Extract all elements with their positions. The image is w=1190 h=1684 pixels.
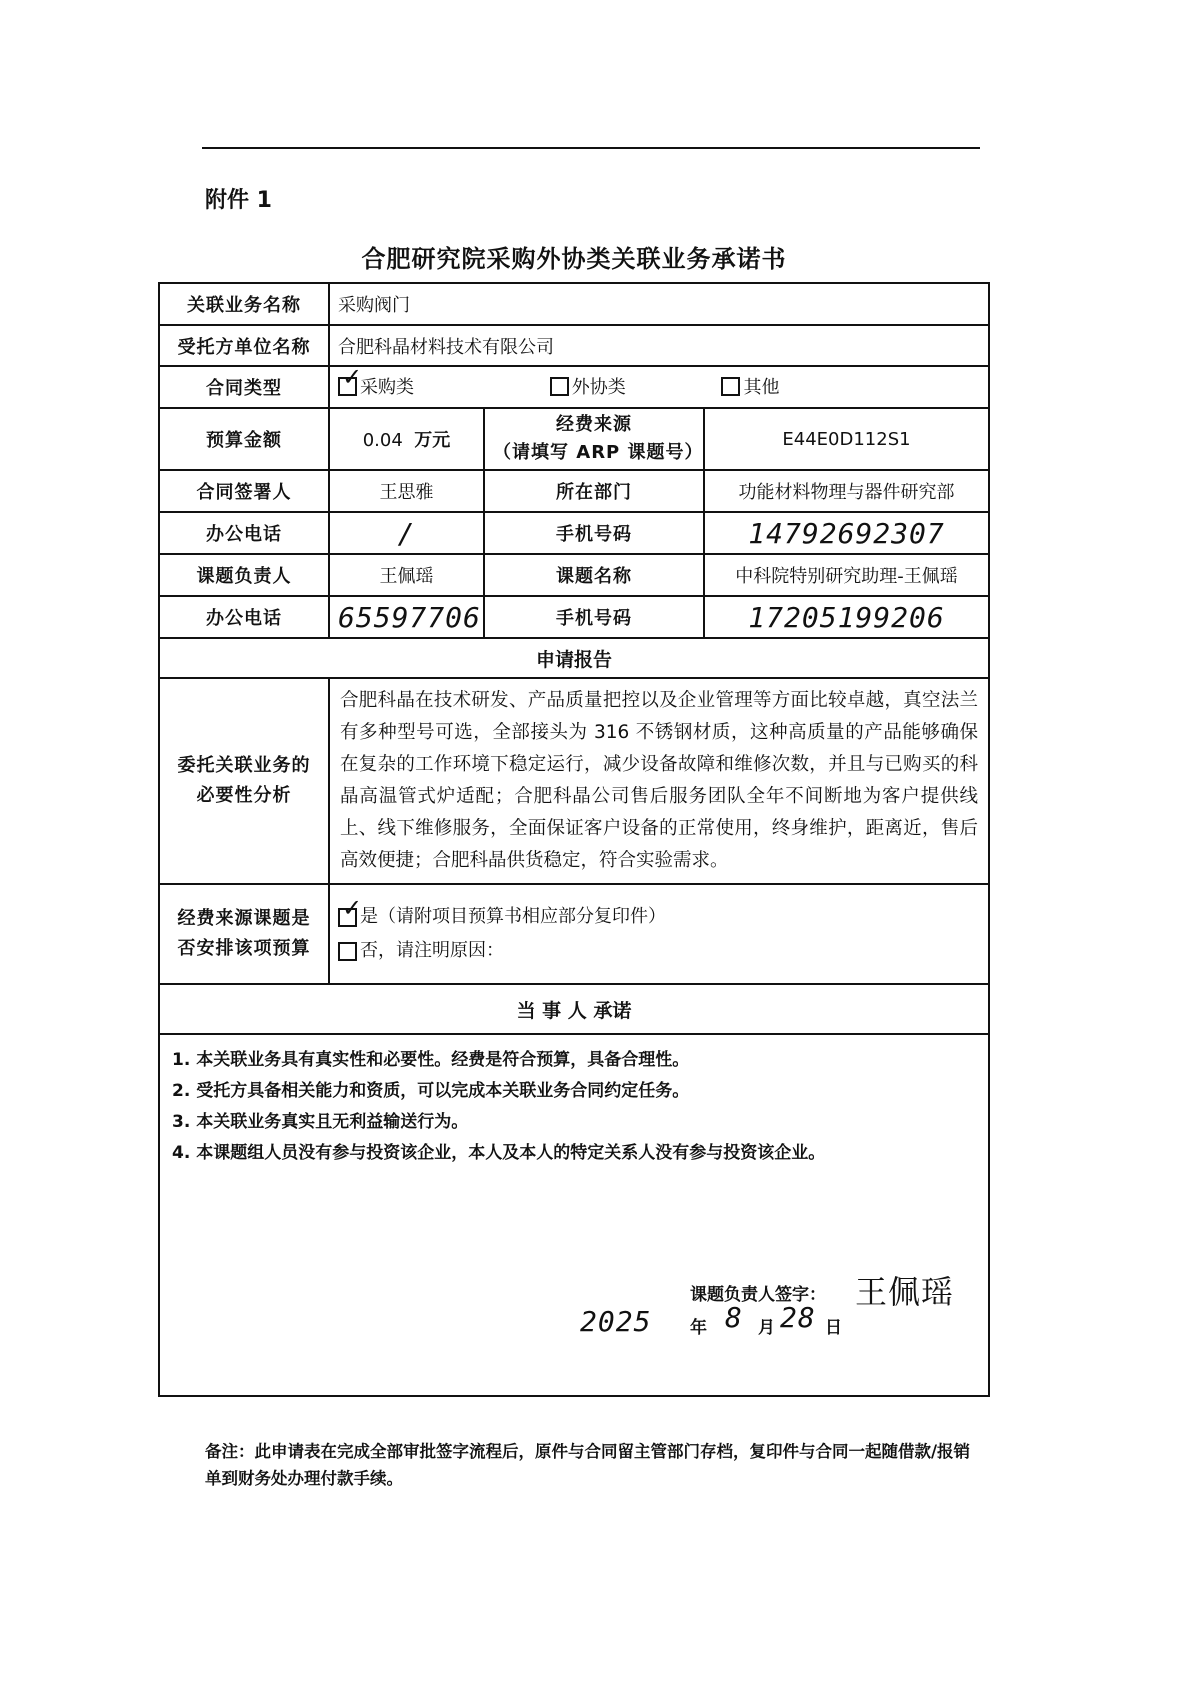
row-fund-arranged [159, 884, 989, 984]
leader-mobile-value: 17205199206 [704, 596, 989, 638]
department-value: 功能材料物理与器件研究部 [704, 470, 989, 512]
row-signer-phone [159, 512, 989, 554]
budget-unit: 万元 [414, 430, 451, 451]
footer-note: 备注：此申请表在完成全部审批签字流程后，原件与合同留主管部门存档，复印件与合同一起随借款/报销单到财务处办理付款手续。 [205, 1442, 971, 1488]
contract-type-option-purchase[interactable] [338, 362, 414, 399]
necessity-label: 委托关联业务的必要性分析 [159, 678, 329, 884]
commitment-form [158, 282, 990, 1397]
project-leader-label: 课题负责人 [159, 554, 329, 596]
contract-type-option-other[interactable] [721, 373, 779, 399]
department-label: 所在部门 [484, 470, 704, 512]
row-commitments [159, 1034, 989, 1396]
commitments-cell [159, 1034, 989, 1396]
report-section-heading: 申请报告 [159, 638, 989, 678]
leader-office-phone-label: 办公电话 [159, 596, 329, 638]
contract-type-option-outsource[interactable] [550, 373, 626, 399]
budget-value-cell [329, 408, 484, 470]
check-mark-icon: ✓ [342, 893, 363, 922]
commitment-item: 3. 本关联业务真实且无利益输送行为。 [172, 1112, 469, 1132]
commitment-item: 1. 本关联业务具有真实性和必要性。经费是符合预算，具备合理性。 [172, 1050, 690, 1070]
check-mark-icon: ✓ [342, 362, 363, 391]
fund-arranged-no-label: 否，请注明原因： [360, 940, 504, 961]
signature-block [160, 1035, 988, 1395]
necessity-text: 合肥科晶在技术研发、产品质量把控以及企业管理等方面比较卓越，真空法兰有多种型号可选，全部接头为 316 不锈钢材质，这种高质量的产品能够确保在复杂的工作环境下稳定运行，减少设备故障和维修次数，并且与已购买的科晶高温管式炉适配；合肥科晶公司售后服务团队全年不间断地为客户提供线上、线下维修服务，全面保证客户设备的正常使用，终身维护，距离近，售后高效便捷；合肥科晶供货稳定，符合实验需求。 [329, 678, 989, 884]
row-contract-type [159, 366, 989, 408]
checkbox-other[interactable] [721, 377, 740, 396]
checkbox-fund-yes[interactable] [338, 893, 363, 927]
signature-month: 8 [725, 1301, 743, 1334]
signer-mobile-value: 14792692307 [704, 512, 989, 554]
signature-year: 2025 [580, 1305, 652, 1338]
document-title: 合肥研究院采购外协类关联业务承诺书 [361, 245, 787, 273]
fund-arranged-yes[interactable] [338, 893, 980, 934]
entrusted-unit-label: 受托方单位名称 [159, 325, 329, 366]
business-name-label: 关联业务名称 [159, 283, 329, 325]
checkbox-outsource[interactable] [550, 377, 569, 396]
signer-value: 王思雅 [329, 470, 484, 512]
row-entrusted-unit [159, 325, 989, 366]
signature-year-label: 年 [690, 1318, 707, 1338]
signer-office-phone-label: 办公电话 [159, 512, 329, 554]
contract-type-options [329, 362, 989, 408]
fund-arranged-no[interactable] [338, 934, 980, 968]
contract-type-label: 合同类型 [159, 366, 329, 408]
top-rule [202, 147, 980, 149]
checkbox-purchase[interactable] [338, 362, 363, 396]
row-report-section [159, 638, 989, 678]
row-signer [159, 470, 989, 512]
project-name-value: 中科院特别研究助理-王佩瑶 [704, 554, 989, 596]
option-outsource-label: 外协类 [571, 377, 626, 399]
row-leader-phone [159, 596, 989, 638]
fund-arranged-options [329, 884, 989, 984]
commitment-section-heading: 当 事 人 承诺 [159, 984, 989, 1034]
row-project-leader [159, 554, 989, 596]
leader-office-phone-value: 65597706 [329, 596, 484, 638]
signature-day-label: 日 [825, 1318, 842, 1338]
signer-label: 合同签署人 [159, 470, 329, 512]
fund-source-label-line2: （请填写 ARP 课题号） [493, 442, 704, 463]
signature-label: 课题负责人签字： [690, 1285, 826, 1305]
commitment-item: 4. 本课题组人员没有参与投资该企业，本人及本人的特定关系人没有参与投资该企业。 [172, 1143, 826, 1163]
budget-label: 预算金额 [159, 408, 329, 470]
checkbox-fund-no[interactable] [338, 942, 357, 961]
option-purchase-label: 采购类 [360, 377, 414, 399]
fund-arranged-yes-label: 是（请附项目预算书相应部分复印件） [360, 906, 666, 927]
option-other-label: 其他 [743, 377, 780, 399]
fund-source-label [484, 408, 704, 470]
commitment-item: 2. 受托方具备相关能力和资质，可以完成本关联业务合同约定任务。 [172, 1081, 690, 1101]
row-necessity [159, 678, 989, 884]
fund-source-value: E44E0D112S1 [704, 408, 989, 470]
project-name-label: 课题名称 [484, 554, 704, 596]
fund-source-label-line1: 经费来源 [556, 414, 632, 435]
row-budget [159, 408, 989, 470]
entrusted-unit-value: 合肥科晶材料技术有限公司 [329, 325, 989, 366]
project-leader-value: 王佩瑶 [329, 554, 484, 596]
signature-day: 28 [780, 1301, 816, 1334]
signer-office-phone-value: / [329, 512, 484, 554]
row-commitment-section [159, 984, 989, 1034]
fund-arranged-label: 经费来源课题是否安排该项预算 [159, 884, 329, 984]
signature-month-label: 月 [758, 1318, 775, 1338]
signer-mobile-label: 手机号码 [484, 512, 704, 554]
leader-mobile-label: 手机号码 [484, 596, 704, 638]
business-name-value: 采购阀门 [329, 283, 989, 325]
budget-value: 0.04 [362, 430, 403, 451]
attachment-label: 附件 1 [205, 188, 272, 213]
row-business-name [159, 283, 989, 325]
signature-name: 王佩瑶 [855, 1273, 955, 1311]
